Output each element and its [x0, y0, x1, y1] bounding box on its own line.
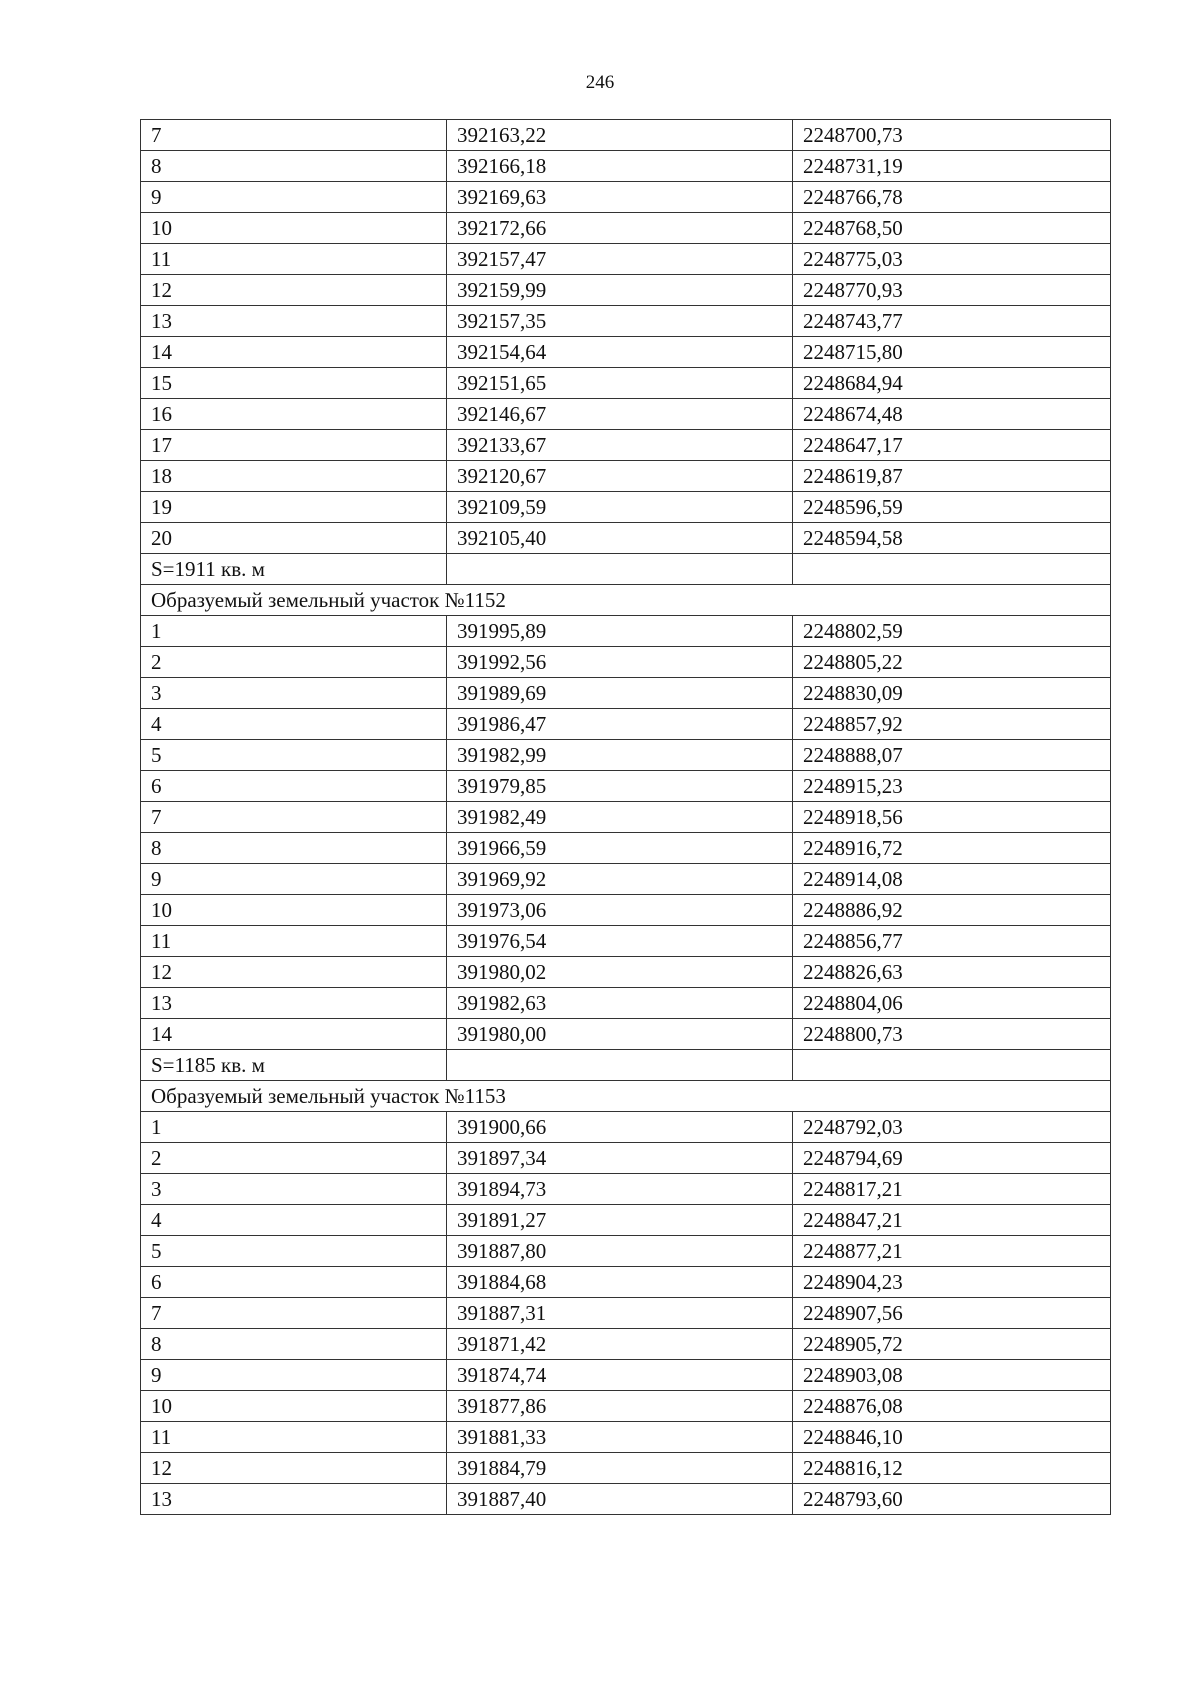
point-number-cell: 12: [141, 1453, 447, 1484]
y-coordinate-cell: 2248877,21: [793, 1236, 1111, 1267]
x-coordinate-cell: 391995,89: [447, 616, 793, 647]
x-coordinate-cell: 391871,42: [447, 1329, 793, 1360]
x-coordinate-cell: 392157,35: [447, 306, 793, 337]
x-coordinate-cell: 392146,67: [447, 399, 793, 430]
x-coordinate-cell: 391973,06: [447, 895, 793, 926]
point-number-cell: 1: [141, 616, 447, 647]
point-number-cell: 5: [141, 740, 447, 771]
y-coordinate-cell: 2248916,72: [793, 833, 1111, 864]
table-row: [141, 399, 1111, 430]
point-number-cell: 9: [141, 1360, 447, 1391]
y-coordinate-cell: 2248794,69: [793, 1143, 1111, 1174]
point-number-cell: 4: [141, 1205, 447, 1236]
point-number-cell: 16: [141, 399, 447, 430]
y-coordinate-cell: 2248770,93: [793, 275, 1111, 306]
x-coordinate-cell: 392120,67: [447, 461, 793, 492]
point-number-cell: 6: [141, 1267, 447, 1298]
point-number-cell: 8: [141, 1329, 447, 1360]
point-number-cell: 20: [141, 523, 447, 554]
point-number-cell: 12: [141, 275, 447, 306]
y-coordinate-cell: 2248743,77: [793, 306, 1111, 337]
y-coordinate-cell: 2248619,87: [793, 461, 1111, 492]
y-coordinate-cell: 2248907,56: [793, 1298, 1111, 1329]
y-coordinate-cell: 2248804,06: [793, 988, 1111, 1019]
y-coordinate-cell: 2248857,92: [793, 709, 1111, 740]
x-coordinate-cell: 391884,79: [447, 1453, 793, 1484]
section-title-cell: Образуемый земельный участок №1152: [141, 585, 1111, 616]
point-number-cell: 2: [141, 647, 447, 678]
point-number-cell: 5: [141, 1236, 447, 1267]
table-row: [141, 895, 1111, 926]
y-coordinate-cell: 2248905,72: [793, 1329, 1111, 1360]
table-row: [141, 802, 1111, 833]
y-coordinate-cell: 2248792,03: [793, 1112, 1111, 1143]
x-coordinate-cell: 391897,34: [447, 1143, 793, 1174]
x-coordinate-cell: 391884,68: [447, 1267, 793, 1298]
y-coordinate-cell: 2248904,23: [793, 1267, 1111, 1298]
x-coordinate-cell: 391989,69: [447, 678, 793, 709]
table-row: [141, 1019, 1111, 1050]
area-row: [141, 554, 1111, 585]
area-row: [141, 1050, 1111, 1081]
table-row: [141, 1112, 1111, 1143]
table-row: [141, 1298, 1111, 1329]
y-coordinate-cell: 2248700,73: [793, 120, 1111, 151]
y-coordinate-cell: 2248594,58: [793, 523, 1111, 554]
x-coordinate-cell: 391976,54: [447, 926, 793, 957]
empty-cell: [447, 554, 793, 585]
x-coordinate-cell: 392157,47: [447, 244, 793, 275]
table-row: [141, 492, 1111, 523]
section-header-row: [141, 1081, 1111, 1112]
table-row: [141, 1174, 1111, 1205]
x-coordinate-cell: 391982,49: [447, 802, 793, 833]
table-row: [141, 740, 1111, 771]
y-coordinate-cell: 2248596,59: [793, 492, 1111, 523]
point-number-cell: 13: [141, 1484, 447, 1515]
table-row: [141, 647, 1111, 678]
table-row: [141, 771, 1111, 802]
point-number-cell: 6: [141, 771, 447, 802]
y-coordinate-cell: 2248816,12: [793, 1453, 1111, 1484]
y-coordinate-cell: 2248856,77: [793, 926, 1111, 957]
y-coordinate-cell: 2248800,73: [793, 1019, 1111, 1050]
x-coordinate-cell: 391887,40: [447, 1484, 793, 1515]
table-row: [141, 306, 1111, 337]
y-coordinate-cell: 2248915,23: [793, 771, 1111, 802]
coordinates-table-body: [141, 120, 1111, 1515]
table-row: [141, 833, 1111, 864]
table-row: [141, 275, 1111, 306]
point-number-cell: 17: [141, 430, 447, 461]
y-coordinate-cell: 2248766,78: [793, 182, 1111, 213]
point-number-cell: 15: [141, 368, 447, 399]
y-coordinate-cell: 2248768,50: [793, 213, 1111, 244]
table-row: [141, 709, 1111, 740]
x-coordinate-cell: 392151,65: [447, 368, 793, 399]
point-number-cell: 4: [141, 709, 447, 740]
y-coordinate-cell: 2248914,08: [793, 864, 1111, 895]
x-coordinate-cell: 391900,66: [447, 1112, 793, 1143]
point-number-cell: 9: [141, 864, 447, 895]
point-number-cell: 10: [141, 895, 447, 926]
x-coordinate-cell: 391992,56: [447, 647, 793, 678]
section-title-cell: Образуемый земельный участок №1153: [141, 1081, 1111, 1112]
table-row: [141, 1267, 1111, 1298]
y-coordinate-cell: 2248802,59: [793, 616, 1111, 647]
x-coordinate-cell: 391986,47: [447, 709, 793, 740]
section-header-row: [141, 585, 1111, 616]
table-row: [141, 1143, 1111, 1174]
x-coordinate-cell: 391881,33: [447, 1422, 793, 1453]
x-coordinate-cell: 391894,73: [447, 1174, 793, 1205]
area-cell: S=1185 кв. м: [141, 1050, 447, 1081]
x-coordinate-cell: 391887,80: [447, 1236, 793, 1267]
table-row: [141, 926, 1111, 957]
point-number-cell: 11: [141, 244, 447, 275]
point-number-cell: 9: [141, 182, 447, 213]
point-number-cell: 3: [141, 1174, 447, 1205]
y-coordinate-cell: 2248684,94: [793, 368, 1111, 399]
x-coordinate-cell: 392154,64: [447, 337, 793, 368]
point-number-cell: 13: [141, 988, 447, 1019]
table-row: [141, 244, 1111, 275]
y-coordinate-cell: 2248793,60: [793, 1484, 1111, 1515]
x-coordinate-cell: 391877,86: [447, 1391, 793, 1422]
table-row: [141, 616, 1111, 647]
table-row: [141, 1236, 1111, 1267]
y-coordinate-cell: 2248876,08: [793, 1391, 1111, 1422]
table-row: [141, 430, 1111, 461]
x-coordinate-cell: 392169,63: [447, 182, 793, 213]
table-row: [141, 957, 1111, 988]
x-coordinate-cell: 392109,59: [447, 492, 793, 523]
y-coordinate-cell: 2248918,56: [793, 802, 1111, 833]
coordinates-table: [140, 119, 1111, 1515]
point-number-cell: 3: [141, 678, 447, 709]
table-row: [141, 368, 1111, 399]
x-coordinate-cell: 391969,92: [447, 864, 793, 895]
x-coordinate-cell: 391891,27: [447, 1205, 793, 1236]
y-coordinate-cell: 2248647,17: [793, 430, 1111, 461]
x-coordinate-cell: 391979,85: [447, 771, 793, 802]
point-number-cell: 7: [141, 120, 447, 151]
area-cell: S=1911 кв. м: [141, 554, 447, 585]
y-coordinate-cell: 2248731,19: [793, 151, 1111, 182]
x-coordinate-cell: 391980,00: [447, 1019, 793, 1050]
x-coordinate-cell: 392166,18: [447, 151, 793, 182]
table-row: [141, 151, 1111, 182]
point-number-cell: 10: [141, 1391, 447, 1422]
y-coordinate-cell: 2248830,09: [793, 678, 1111, 709]
table-row: [141, 120, 1111, 151]
table-row: [141, 182, 1111, 213]
table-row: [141, 1329, 1111, 1360]
y-coordinate-cell: 2248888,07: [793, 740, 1111, 771]
x-coordinate-cell: 391982,99: [447, 740, 793, 771]
point-number-cell: 8: [141, 833, 447, 864]
point-number-cell: 13: [141, 306, 447, 337]
table-row: [141, 337, 1111, 368]
point-number-cell: 19: [141, 492, 447, 523]
x-coordinate-cell: 392105,40: [447, 523, 793, 554]
page-number: 246: [585, 72, 615, 93]
y-coordinate-cell: 2248817,21: [793, 1174, 1111, 1205]
point-number-cell: 10: [141, 213, 447, 244]
point-number-cell: 14: [141, 337, 447, 368]
y-coordinate-cell: 2248903,08: [793, 1360, 1111, 1391]
empty-cell: [793, 554, 1111, 585]
table-row: [141, 1484, 1111, 1515]
x-coordinate-cell: 392133,67: [447, 430, 793, 461]
x-coordinate-cell: 391887,31: [447, 1298, 793, 1329]
table-row: [141, 523, 1111, 554]
point-number-cell: 11: [141, 1422, 447, 1453]
empty-cell: [793, 1050, 1111, 1081]
table-row: [141, 1391, 1111, 1422]
y-coordinate-cell: 2248886,92: [793, 895, 1111, 926]
x-coordinate-cell: 391980,02: [447, 957, 793, 988]
x-coordinate-cell: 391982,63: [447, 988, 793, 1019]
x-coordinate-cell: 392159,99: [447, 275, 793, 306]
table-row: [141, 988, 1111, 1019]
point-number-cell: 14: [141, 1019, 447, 1050]
x-coordinate-cell: 392163,22: [447, 120, 793, 151]
point-number-cell: 12: [141, 957, 447, 988]
point-number-cell: 11: [141, 926, 447, 957]
y-coordinate-cell: 2248715,80: [793, 337, 1111, 368]
point-number-cell: 2: [141, 1143, 447, 1174]
point-number-cell: 8: [141, 151, 447, 182]
y-coordinate-cell: 2248805,22: [793, 647, 1111, 678]
y-coordinate-cell: 2248674,48: [793, 399, 1111, 430]
point-number-cell: 18: [141, 461, 447, 492]
point-number-cell: 1: [141, 1112, 447, 1143]
table-row: [141, 678, 1111, 709]
x-coordinate-cell: 392172,66: [447, 213, 793, 244]
table-row: [141, 1422, 1111, 1453]
empty-cell: [447, 1050, 793, 1081]
table-row: [141, 1360, 1111, 1391]
table-row: [141, 461, 1111, 492]
y-coordinate-cell: 2248847,21: [793, 1205, 1111, 1236]
table-row: [141, 864, 1111, 895]
y-coordinate-cell: 2248846,10: [793, 1422, 1111, 1453]
y-coordinate-cell: 2248775,03: [793, 244, 1111, 275]
table-row: [141, 1453, 1111, 1484]
y-coordinate-cell: 2248826,63: [793, 957, 1111, 988]
table-row: [141, 1205, 1111, 1236]
point-number-cell: 7: [141, 802, 447, 833]
table-row: [141, 213, 1111, 244]
x-coordinate-cell: 391874,74: [447, 1360, 793, 1391]
x-coordinate-cell: 391966,59: [447, 833, 793, 864]
point-number-cell: 7: [141, 1298, 447, 1329]
